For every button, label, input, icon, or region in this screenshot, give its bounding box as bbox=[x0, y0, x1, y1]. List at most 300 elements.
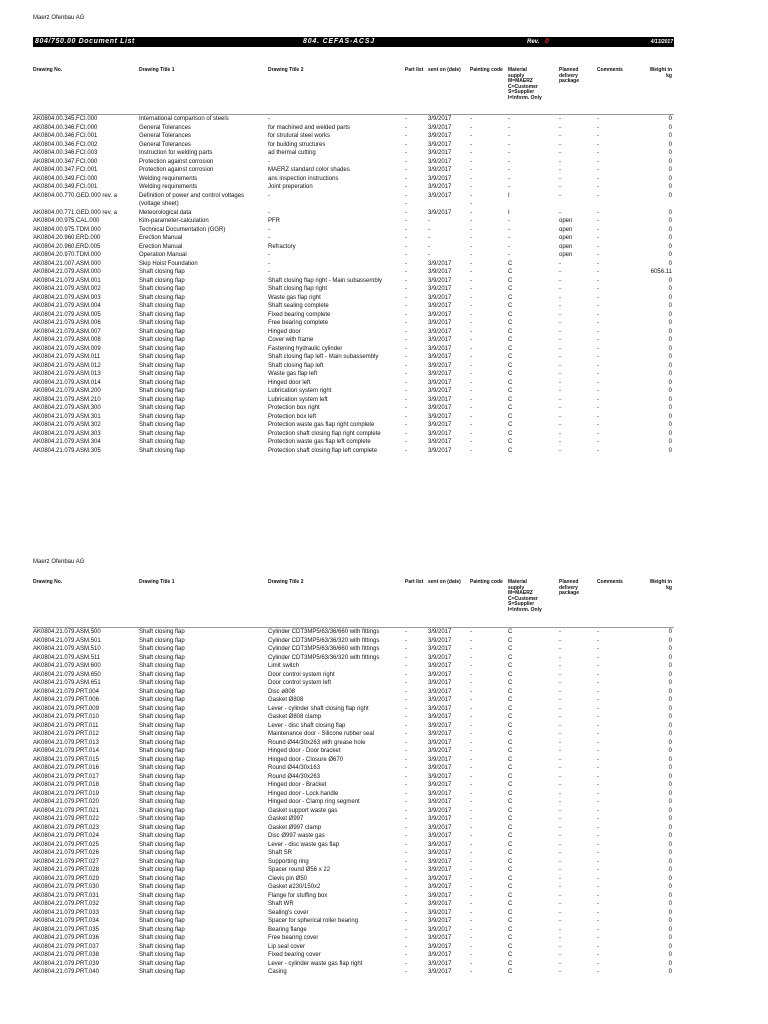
cell-drawing-title-1: Shaft closing flap bbox=[139, 833, 185, 839]
cell-drawing-number: AK0804.21.079.ASM.304 bbox=[33, 439, 101, 445]
cell-drawing-title-2: - bbox=[268, 269, 270, 275]
cell-painting-code: - bbox=[470, 235, 472, 241]
cell-weight-kg: 0 bbox=[668, 867, 672, 873]
cell-drawing-title-1: General Tolerances bbox=[139, 124, 191, 131]
cell-material-supply: C bbox=[508, 901, 513, 907]
cell-part-list: - bbox=[405, 320, 407, 326]
cell-material-supply: C bbox=[508, 328, 513, 335]
cell-planned-delivery-package: open bbox=[559, 218, 573, 224]
cell-planned-delivery-package: - bbox=[559, 447, 561, 454]
revision-value: 0 bbox=[545, 38, 549, 45]
cell-sent-on-date: - bbox=[428, 252, 430, 258]
cell-weight-kg: 6056.11 bbox=[650, 269, 672, 275]
cell-drawing-title-1: General Tolerances bbox=[139, 141, 191, 148]
cell-comments: - bbox=[597, 218, 599, 224]
header-weight-kg bbox=[650, 68, 672, 79]
cell-sent-on-date: 3/9/2017 bbox=[428, 439, 452, 445]
cell-drawing-number: AK0804.00.346.FCI.002 bbox=[33, 141, 98, 148]
cell-comments: - bbox=[597, 388, 599, 394]
cell-drawing-title-1: Shaft closing flap bbox=[139, 654, 185, 661]
cell-sent-on-date: 3/9/2017 bbox=[428, 807, 452, 814]
cell-drawing-number: AK0804.00.771.GED.000 rev. a bbox=[33, 209, 117, 216]
cell-weight-kg: 0 bbox=[668, 841, 672, 848]
cell-comments: - bbox=[597, 413, 599, 420]
cell-planned-delivery-package: - bbox=[559, 354, 561, 360]
cell-part-list: - bbox=[405, 637, 407, 644]
header-line: C=Customer bbox=[508, 83, 538, 90]
cell-comments: - bbox=[597, 663, 599, 669]
cell-sent-on-date: 3/9/2017 bbox=[428, 413, 452, 420]
cell-drawing-number: AK0804.21.079.PRT.011 bbox=[33, 722, 99, 729]
table-row bbox=[0, 909, 768, 918]
cell-sent-on-date: 3/9/2017 bbox=[428, 722, 452, 729]
cell-drawing-title-2: Lip seal cover bbox=[268, 943, 306, 950]
table-row bbox=[0, 764, 768, 773]
cell-sent-on-date: 3/9/2017 bbox=[428, 756, 452, 763]
table-row bbox=[0, 781, 768, 790]
cell-painting-code: - bbox=[470, 209, 472, 216]
cell-drawing-title-1: Shaft closing flap bbox=[139, 705, 185, 712]
cell-material-supply: C bbox=[508, 841, 513, 848]
cell-material-supply: C bbox=[508, 688, 513, 695]
table-row bbox=[0, 628, 768, 637]
cell-planned-delivery-package: - bbox=[559, 379, 561, 386]
cell-comments: - bbox=[597, 124, 599, 131]
cell-drawing-number: AK0804.21.079.PRT.021 bbox=[33, 807, 99, 814]
cell-drawing-number: AK0804.21.079.ASM.003 bbox=[33, 294, 101, 301]
cell-drawing-title-1: Shaft closing flap bbox=[139, 782, 185, 788]
cell-drawing-number: AK0804.21.079.ASM.600 bbox=[33, 663, 101, 669]
cell-material-supply: C bbox=[508, 405, 513, 411]
cell-drawing-title-1: Shaft closing flap bbox=[139, 943, 185, 950]
cell-comments: - bbox=[597, 918, 599, 924]
header-line: M=MAERZ bbox=[508, 78, 533, 84]
cell-painting-code: - bbox=[470, 311, 472, 318]
cell-weight-kg: 0 bbox=[668, 722, 672, 729]
cell-drawing-number: AK0804.00.347.FCI.000 bbox=[33, 158, 98, 165]
cell-planned-delivery-package: - bbox=[559, 413, 561, 420]
cell-sent-on-date: 3/9/2017 bbox=[428, 782, 452, 788]
cell-comments: - bbox=[597, 875, 599, 882]
cell-material-supply: C bbox=[508, 671, 513, 678]
cell-part-list: - bbox=[405, 739, 407, 746]
cell-material-supply: C bbox=[508, 303, 513, 309]
table-row bbox=[0, 302, 768, 311]
cell-planned-delivery-package: - bbox=[559, 141, 561, 148]
cell-weight-kg: 0 bbox=[668, 422, 672, 428]
cell-painting-code: - bbox=[470, 765, 472, 771]
cell-drawing-number: AK0804.21.079.ASM.501 bbox=[33, 637, 101, 644]
cell-part-list: - bbox=[405, 141, 407, 148]
cell-sent-on-date: 3/9/2017 bbox=[428, 697, 452, 703]
cell-painting-code: - bbox=[470, 218, 472, 224]
cell-part-list: - bbox=[405, 184, 407, 190]
cell-weight-kg: 0 bbox=[668, 167, 672, 173]
cell-drawing-title-2: Cover with frame bbox=[268, 337, 314, 343]
cell-material-supply: - bbox=[508, 218, 510, 224]
cell-part-list: - bbox=[405, 909, 407, 916]
cell-painting-code: - bbox=[470, 637, 472, 644]
cell-drawing-title-2: Fixed bearing cover bbox=[268, 952, 321, 958]
cell-drawing-title-1: Definition of power and control voltages bbox=[139, 192, 245, 199]
cell-painting-code: - bbox=[470, 345, 472, 352]
table-row bbox=[0, 968, 768, 977]
cell-painting-code: - bbox=[470, 379, 472, 386]
cell-drawing-number: AK0804.21.079.ASM.305 bbox=[33, 447, 101, 454]
cell-drawing-title-2: Cylinder CDT3MP5/63/36/660 with fittings bbox=[268, 629, 380, 635]
cell-planned-delivery-package: - bbox=[559, 969, 561, 975]
cell-drawing-title-2: Gasket Ø808 clamp bbox=[268, 714, 322, 720]
cell-part-list: - bbox=[405, 243, 407, 250]
cell-comments: - bbox=[597, 884, 599, 890]
cell-weight-kg: 0 bbox=[668, 629, 672, 635]
cell-planned-delivery-package: - bbox=[559, 311, 561, 318]
cell-drawing-number: AK0804.21.079.PRT.026 bbox=[33, 850, 99, 856]
header-painting-code: Painting code bbox=[470, 67, 503, 73]
cell-material-supply: C bbox=[508, 765, 513, 771]
cell-planned-delivery-package: - bbox=[559, 782, 561, 788]
cell-drawing-number: AK0804.21.079.ASM.002 bbox=[33, 286, 101, 292]
cell-drawing-title-2: Hinged door left bbox=[268, 379, 311, 386]
cell-weight-kg: 0 bbox=[668, 226, 672, 233]
table-row bbox=[0, 858, 768, 867]
cell-planned-delivery-package: - bbox=[559, 150, 561, 156]
table-row bbox=[0, 166, 768, 175]
cell-planned-delivery-package: - bbox=[559, 286, 561, 292]
cell-part-list: - bbox=[405, 405, 407, 411]
cell-planned-delivery-package: - bbox=[559, 362, 561, 369]
cell-planned-delivery-package: - bbox=[559, 739, 561, 746]
cell-drawing-title-2: Shaft closing flap right bbox=[268, 286, 328, 292]
table-row bbox=[0, 773, 768, 782]
header-line: kg bbox=[666, 584, 672, 591]
cell-planned-delivery-package: - bbox=[559, 192, 561, 199]
header-line: supply bbox=[508, 72, 525, 79]
header-line: S=Supplier bbox=[508, 89, 535, 95]
cell-planned-delivery-package: - bbox=[559, 850, 561, 856]
cell-weight-kg: 0 bbox=[668, 294, 672, 301]
cell-material-supply: C bbox=[508, 413, 513, 420]
cell-drawing-title-2: Round Ø44/30x263 with grease hole bbox=[268, 739, 366, 746]
cell-comments: - bbox=[597, 362, 599, 369]
cell-drawing-title-2: Protection shaft closing flap left complete bbox=[268, 447, 378, 454]
cell-material-supply: I bbox=[508, 192, 510, 199]
cell-weight-kg: 0 bbox=[668, 739, 672, 746]
cell-weight-kg: 0 bbox=[668, 175, 672, 182]
cell-weight-kg: 0 bbox=[668, 960, 672, 967]
cell-drawing-number: AK0804.21.079.ASM.511 bbox=[33, 654, 101, 661]
cell-weight-kg: 0 bbox=[668, 654, 672, 661]
cell-part-list: - bbox=[405, 192, 407, 199]
cell-sent-on-date: 3/9/2017 bbox=[428, 680, 452, 686]
table-row bbox=[0, 926, 768, 935]
cell-planned-delivery-package: - bbox=[559, 124, 561, 131]
cell-part-list: - bbox=[405, 133, 407, 139]
cell-planned-delivery-package: - bbox=[559, 294, 561, 301]
cell-sent-on-date: 3/9/2017 bbox=[428, 833, 452, 839]
cell-drawing-title-2: Supporting ring bbox=[268, 858, 309, 865]
cell-painting-code: - bbox=[470, 252, 472, 258]
cell-material-supply: C bbox=[508, 731, 513, 737]
cell-drawing-title-2: Gasket Ø997 bbox=[268, 816, 304, 822]
cell-comments: - bbox=[597, 133, 599, 139]
cell-drawing-title-2: Gasket Ø997 clamp bbox=[268, 824, 322, 831]
cell-comments: - bbox=[597, 654, 599, 661]
cell-painting-code: - bbox=[470, 858, 472, 865]
cell-sent-on-date: 3/9/2017 bbox=[428, 303, 452, 309]
cell-sent-on-date: - bbox=[428, 218, 430, 224]
cell-material-supply: C bbox=[508, 739, 513, 746]
cell-painting-code: - bbox=[470, 371, 472, 377]
cell-drawing-title-2: Maintenance door - Silicone rubber seal bbox=[268, 731, 375, 737]
cell-sent-on-date: 3/9/2017 bbox=[428, 371, 452, 377]
table-row bbox=[0, 311, 768, 320]
cell-drawing-title-1: Shaft closing flap bbox=[139, 371, 185, 377]
cell-weight-kg: 0 bbox=[668, 311, 672, 318]
cell-part-list: - bbox=[405, 850, 407, 856]
cell-weight-kg: 0 bbox=[668, 646, 672, 652]
cell-comments: - bbox=[597, 371, 599, 377]
cell-part-list: - bbox=[405, 790, 407, 797]
cell-comments: - bbox=[597, 926, 599, 933]
cell-part-list: - bbox=[405, 901, 407, 907]
cell-weight-kg: 0 bbox=[668, 150, 672, 156]
cell-sent-on-date: 3/9/2017 bbox=[428, 354, 452, 360]
cell-sent-on-date: 3/9/2017 bbox=[428, 875, 452, 882]
cell-material-supply: C bbox=[508, 362, 513, 369]
cell-drawing-title-2: Spacer for spherical roller bearing bbox=[268, 918, 359, 924]
cell-drawing-number: AK0804.21.079.PRT.037 bbox=[33, 943, 99, 950]
cell-drawing-number: AK0804.00.975.TDM.000 bbox=[33, 226, 101, 233]
table-row bbox=[0, 438, 768, 447]
drawing-table bbox=[0, 628, 768, 977]
cell-material-supply: C bbox=[508, 790, 513, 797]
table-row bbox=[0, 387, 768, 396]
cell-drawing-title-1: Shaft closing flap bbox=[139, 354, 185, 360]
cell-painting-code: - bbox=[470, 782, 472, 788]
table-row bbox=[0, 336, 768, 345]
cell-planned-delivery-package: - bbox=[559, 637, 561, 644]
cell-material-supply: C bbox=[508, 422, 513, 428]
header-line: delivery bbox=[559, 584, 578, 591]
cell-drawing-number: AK0804.21.079.PRT.020 bbox=[33, 799, 99, 805]
cell-drawing-title-1: Shaft closing flap bbox=[139, 277, 185, 284]
cell-drawing-title-2: Lever - cylinder waste gas flap right bbox=[268, 960, 363, 967]
header-line: supply bbox=[508, 584, 525, 591]
cell-sent-on-date: 3/9/2017 bbox=[428, 637, 452, 644]
cell-drawing-title-1: Shaft closing flap bbox=[139, 388, 185, 394]
cell-material-supply: C bbox=[508, 926, 513, 933]
cell-weight-kg: 0 bbox=[668, 909, 672, 916]
cell-material-supply: C bbox=[508, 807, 513, 814]
cell-drawing-title-2: for machined and welded parts bbox=[268, 124, 351, 131]
cell-part-list: - bbox=[405, 952, 407, 958]
cell-part-list: - bbox=[405, 799, 407, 805]
cell-drawing-number: AK0804.21.079.ASM.300 bbox=[33, 405, 101, 411]
cell-sent-on-date: 3/9/2017 bbox=[428, 192, 452, 199]
cell-painting-code: - bbox=[470, 816, 472, 822]
cell-drawing-title-2: Protection shaft closing flap right complete bbox=[268, 430, 381, 437]
table-row bbox=[0, 132, 768, 141]
cell-planned-delivery-package: - bbox=[559, 175, 561, 182]
cell-material-supply: C bbox=[508, 816, 513, 822]
cell-drawing-number: AK0804.21.079.PRT.039 bbox=[33, 960, 99, 967]
cell-drawing-title-2: - bbox=[268, 252, 270, 258]
cell-drawing-title-1: Welding requirements bbox=[139, 175, 198, 182]
table-row bbox=[0, 807, 768, 816]
cell-painting-code: - bbox=[470, 722, 472, 729]
cell-planned-delivery-package: - bbox=[559, 731, 561, 737]
cell-drawing-number: AK0804.21.079.PRT.024 bbox=[33, 833, 99, 839]
table-row bbox=[0, 328, 768, 337]
cell-painting-code: - bbox=[470, 892, 472, 899]
table-row bbox=[0, 243, 768, 252]
cell-drawing-number: AK0804.21.079.PRT.017 bbox=[33, 773, 99, 780]
cell-drawing-title-1: Protection against corrosion bbox=[139, 158, 214, 165]
cell-weight-kg: 0 bbox=[668, 782, 672, 788]
cell-sent-on-date: 3/9/2017 bbox=[428, 790, 452, 797]
cell-sent-on-date: 3/9/2017 bbox=[428, 629, 452, 635]
cell-painting-code: - bbox=[470, 697, 472, 703]
cell-drawing-title-1: Erection Manual bbox=[139, 243, 183, 250]
cell-drawing-title-2: Disc ø808 bbox=[268, 688, 296, 695]
cell-planned-delivery-package: open bbox=[559, 226, 573, 233]
cell-painting-code: - bbox=[470, 663, 472, 669]
cell-painting-code: - bbox=[470, 773, 472, 780]
header-line: delivery bbox=[559, 72, 578, 79]
cell-part-list: - bbox=[405, 413, 407, 420]
cell-material-supply: C bbox=[508, 646, 513, 652]
cell-sent-on-date: 3/9/2017 bbox=[428, 405, 452, 411]
table-row bbox=[0, 234, 768, 243]
cell-sent-on-date: 3/9/2017 bbox=[428, 773, 452, 780]
cell-drawing-title-2: for strutural steel works bbox=[268, 133, 331, 139]
cell-drawing-title-2: - bbox=[268, 192, 270, 199]
cell-weight-kg: 0 bbox=[668, 884, 672, 890]
cell-planned-delivery-package: - bbox=[559, 807, 561, 814]
table-row bbox=[0, 268, 768, 277]
cell-drawing-title-1: Shaft closing flap bbox=[139, 680, 185, 686]
cell-part-list: - bbox=[405, 756, 407, 763]
cell-painting-code: - bbox=[470, 688, 472, 695]
cell-part-list: - bbox=[405, 773, 407, 780]
cell-drawing-title-1: Shaft closing flap bbox=[139, 722, 185, 729]
cell-sent-on-date: 3/9/2017 bbox=[428, 816, 452, 822]
cell-sent-on-date: 3/9/2017 bbox=[428, 260, 452, 267]
cell-planned-delivery-package: - bbox=[559, 867, 561, 873]
cell-weight-kg: 0 bbox=[668, 405, 672, 411]
cell-painting-code: - bbox=[470, 680, 472, 686]
cell-drawing-title-2: Free bearing complete bbox=[268, 320, 329, 326]
cell-weight-kg: 0 bbox=[668, 337, 672, 343]
cell-comments: - bbox=[597, 680, 599, 686]
cell-sent-on-date: 3/9/2017 bbox=[428, 892, 452, 899]
cell-drawing-title-2: MAERZ standard color shades bbox=[268, 167, 350, 173]
cell-sent-on-date: 3/9/2017 bbox=[428, 943, 452, 950]
cell-drawing-number: AK0804.21.079.ASM.009 bbox=[33, 345, 101, 352]
cell-painting-code: - bbox=[470, 124, 472, 131]
header-line: Planned bbox=[559, 579, 579, 585]
cell-planned-delivery-package: - bbox=[559, 345, 561, 352]
cell-material-supply: C bbox=[508, 867, 513, 873]
cell-material-supply: C bbox=[508, 345, 513, 352]
table-row bbox=[0, 124, 768, 133]
cell-drawing-number: AK0804.21.079.ASM.006 bbox=[33, 320, 101, 326]
table-row bbox=[0, 722, 768, 731]
cell-drawing-title-1: Shaft closing flap bbox=[139, 663, 185, 669]
cell-weight-kg: 0 bbox=[668, 388, 672, 394]
cell-material-supply: - bbox=[508, 141, 510, 148]
cell-drawing-title-2: Door control system right bbox=[268, 671, 335, 678]
cell-drawing-number: AK0804.21.079.PRT.029 bbox=[33, 875, 99, 882]
cell-comments: - bbox=[597, 952, 599, 958]
cell-drawing-number: AK0804.21.079.PRT.018 bbox=[33, 782, 99, 788]
cell-comments: - bbox=[597, 714, 599, 720]
cell-part-list: - bbox=[405, 447, 407, 454]
cell-part-list: - bbox=[405, 175, 407, 182]
cell-drawing-title-1: Shaft closing flap bbox=[139, 646, 185, 652]
cell-drawing-number: AK0804.00.346.FCI.000 bbox=[33, 124, 98, 131]
cell-sent-on-date: - bbox=[428, 226, 430, 233]
cell-weight-kg: 0 bbox=[668, 833, 672, 839]
cell-comments: - bbox=[597, 969, 599, 975]
cell-drawing-title-1: Shaft closing flap bbox=[139, 345, 185, 352]
cell-planned-delivery-package: - bbox=[559, 133, 561, 139]
table-row bbox=[0, 917, 768, 926]
cell-planned-delivery-package: open bbox=[559, 243, 573, 250]
cell-drawing-title-2: Shaft closing flap left bbox=[268, 362, 324, 369]
cell-planned-delivery-package: - bbox=[559, 875, 561, 882]
cell-material-supply: - bbox=[508, 184, 510, 190]
cell-drawing-number: AK0804.21.079.PRT.016 bbox=[33, 765, 99, 771]
cell-painting-code: - bbox=[470, 960, 472, 967]
cell-part-list: - bbox=[405, 654, 407, 661]
cell-sent-on-date: 3/9/2017 bbox=[428, 150, 452, 156]
cell-comments: - bbox=[597, 235, 599, 241]
cell-drawing-title-2: Refractory bbox=[268, 243, 296, 250]
cell-part-list: - bbox=[405, 286, 407, 292]
cell-drawing-number: AK0804.21.079.ASM.500 bbox=[33, 629, 101, 635]
cell-drawing-title-2: Cylinder CDT3MP5/63/36/660 with fittings bbox=[268, 646, 380, 652]
cell-painting-code: - bbox=[470, 807, 472, 814]
cell-sent-on-date: 3/9/2017 bbox=[428, 379, 452, 386]
cell-sent-on-date: 3/9/2017 bbox=[428, 184, 452, 190]
cell-planned-delivery-package: - bbox=[559, 269, 561, 275]
cell-sent-on-date: 3/9/2017 bbox=[428, 124, 452, 131]
cell-weight-kg: 0 bbox=[668, 141, 672, 148]
cell-drawing-title-1: Skip Hoist Foundation bbox=[139, 260, 198, 267]
cell-weight-kg: 0 bbox=[668, 756, 672, 763]
table-row bbox=[0, 379, 768, 388]
cell-planned-delivery-package: - bbox=[559, 892, 561, 899]
cell-planned-delivery-package: - bbox=[559, 629, 561, 635]
cell-drawing-title-2: Fastening hydraulic cylinder bbox=[268, 345, 343, 352]
cell-painting-code: - bbox=[470, 430, 472, 437]
table-row bbox=[0, 645, 768, 654]
cell-material-supply: C bbox=[508, 388, 513, 394]
cell-weight-kg: 0 bbox=[668, 243, 672, 250]
cell-sent-on-date: - bbox=[428, 243, 430, 250]
cell-part-list: - bbox=[405, 629, 407, 635]
cell-weight-kg: 0 bbox=[668, 824, 672, 831]
cell-weight-kg: 0 bbox=[668, 235, 672, 241]
cell-planned-delivery-package: - bbox=[559, 688, 561, 695]
cell-planned-delivery-package: - bbox=[559, 337, 561, 343]
cell-comments: - bbox=[597, 345, 599, 352]
cell-weight-kg: 0 bbox=[668, 969, 672, 975]
cell-drawing-title-1: Meteorological data bbox=[139, 209, 192, 216]
cell-painting-code: - bbox=[470, 150, 472, 156]
